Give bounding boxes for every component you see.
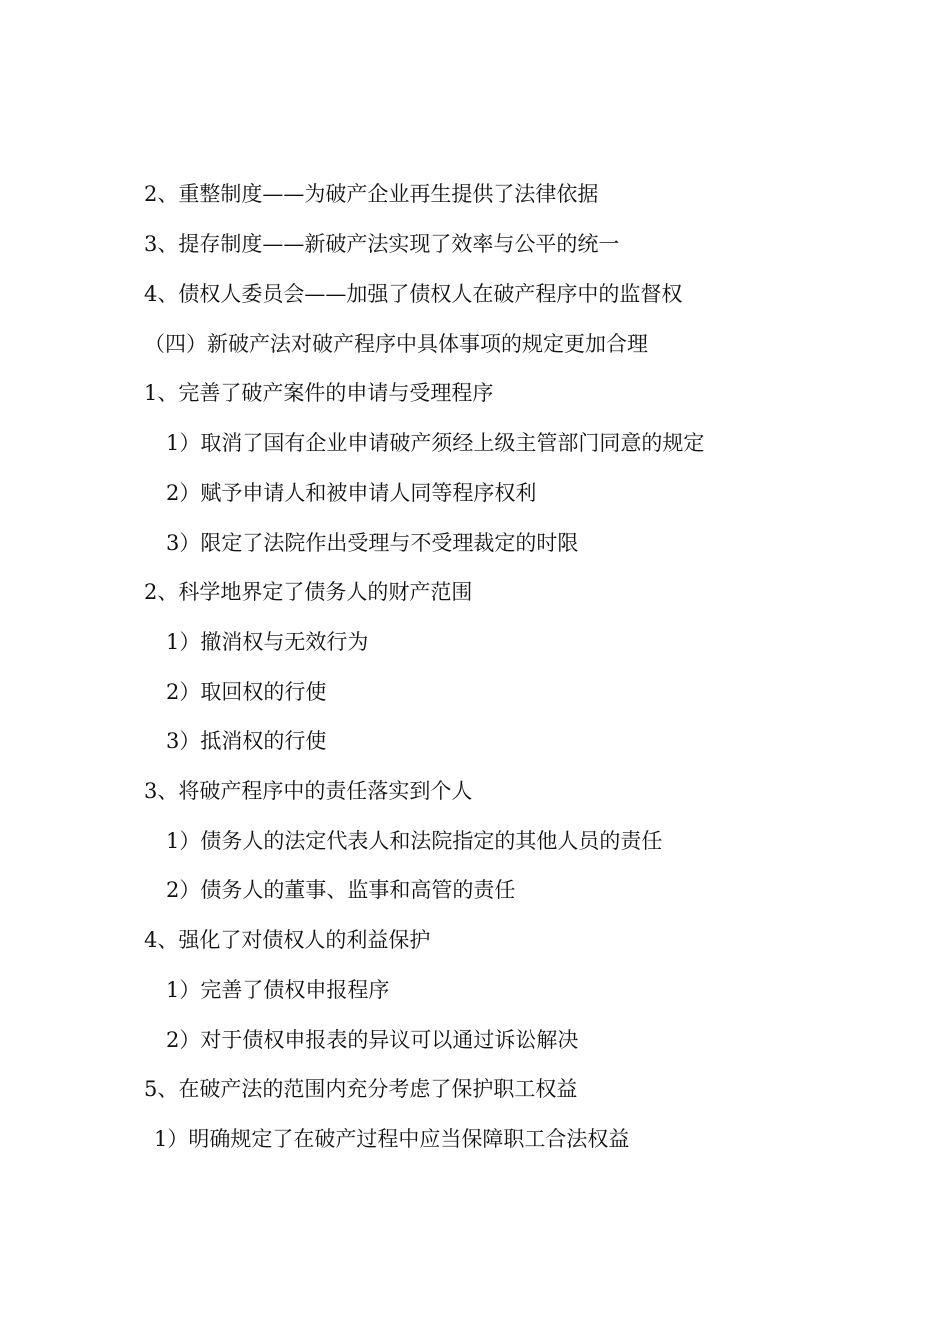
text-line-10: 1）撤消权与无效行为 (166, 630, 369, 654)
text-line-9: 2、科学地界定了债务人的财产范围 (144, 580, 473, 604)
text-line-1: 2、重整制度——为破产企业再生提供了法律依据 (144, 182, 599, 206)
text-line-3: 4、债权人委员会——加强了债权人在破产程序中的监督权 (144, 282, 683, 306)
text-line-11: 2）取回权的行使 (166, 680, 327, 704)
section-heading: （四）新破产法对破产程序中具体事项的规定更加合理 (144, 332, 648, 356)
text-line-17: 1）完善了债权申报程序 (166, 978, 390, 1002)
text-line-19: 5、在破产法的范围内充分考虑了保护职工权益 (144, 1077, 578, 1101)
text-line-14: 1）债务人的法定代表人和法院指定的其他人员的责任 (166, 829, 663, 853)
text-line-7: 2）赋予申请人和被申请人同等程序权利 (166, 481, 537, 505)
text-line-6: 1）取消了国有企业申请破产须经上级主管部门同意的规定 (166, 431, 705, 455)
text-line-18: 2）对于债权申报表的异议可以通过诉讼解决 (166, 1028, 579, 1052)
text-line-13: 3、将破产程序中的责任落实到个人 (144, 779, 473, 803)
text-line-2: 3、提存制度——新破产法实现了效率与公平的统一 (144, 232, 620, 256)
text-line-12: 3）抵消权的行使 (166, 729, 327, 753)
text-line-20: 1）明确规定了在破产过程中应当保障职工合法权益 (154, 1127, 630, 1151)
text-line-8: 3）限定了法院作出受理与不受理裁定的时限 (166, 531, 579, 555)
text-line-5: 1、完善了破产案件的申请与受理程序 (144, 381, 494, 405)
text-line-15: 2）债务人的董事、监事和高管的责任 (166, 878, 516, 902)
text-line-16: 4、强化了对债权人的利益保护 (144, 928, 431, 952)
